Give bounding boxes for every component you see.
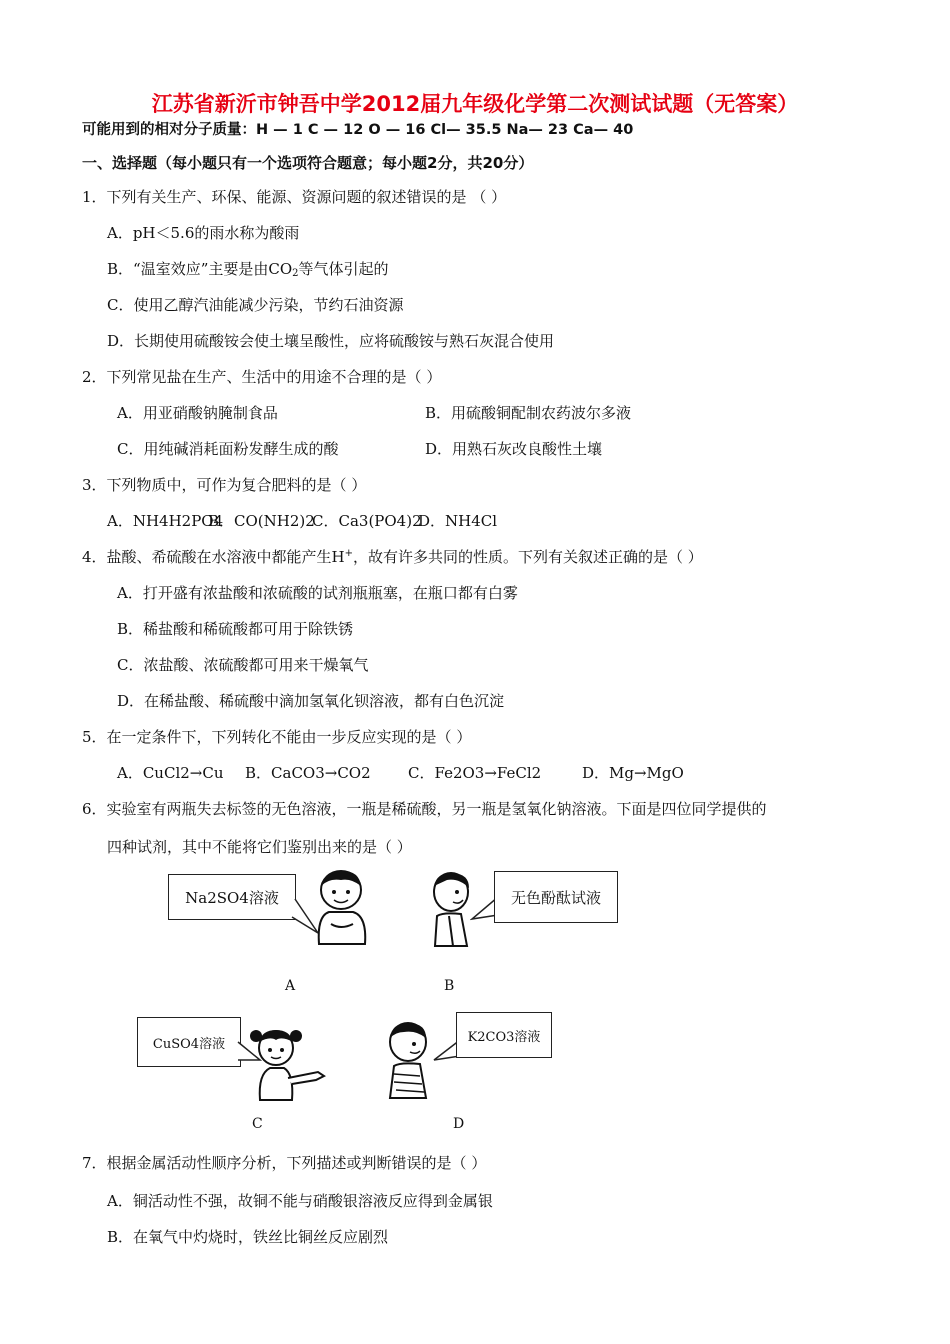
speech-bubble-c: CuSO4溶液 bbox=[137, 1017, 241, 1067]
question-5-option-c: C．Fe2O3→FeCl2 bbox=[408, 764, 542, 782]
question-7-option-a: A．铜活动性不强，故铜不能与硝酸银溶液反应得到金属银 bbox=[107, 1192, 493, 1210]
question-4-stem: 4．盐酸、希硫酸在水溶液中都能产生H+，故有许多共同的性质。下列有关叙述正确的是（ ） bbox=[82, 548, 703, 566]
question-2-option-c: C．用纯碱消耗面粉发酵生成的酸 bbox=[117, 440, 339, 458]
question-7-option-b: B．在氧气中灼烧时，铁丝比铜丝反应剧烈 bbox=[107, 1228, 389, 1246]
question-5-stem: 5．在一定条件下，下列转化不能由一步反应实现的是（ ） bbox=[82, 728, 472, 746]
question-6-stem-continued: 四种试剂，其中不能将它们鉴别出来的是（ ） bbox=[107, 838, 412, 856]
student-a-icon bbox=[305, 868, 375, 946]
figure-label-b: B bbox=[444, 978, 455, 994]
question-7-stem: 7．根据金属活动性顺序分析，下列描述或判断错误的是（ ） bbox=[82, 1154, 487, 1172]
figure-label-d: D bbox=[453, 1116, 465, 1132]
question-4-option-c: C．浓盐酸、浓硫酸都可用来干燥氧气 bbox=[117, 656, 369, 674]
question-2-option-a: A．用亚硝酸钠腌制食品 bbox=[117, 404, 278, 422]
question-1-stem: 1．下列有关生产、环保、能源、资源问题的叙述错误的是 （ ） bbox=[82, 188, 507, 206]
relative-masses: 可能用到的相对分子质量：H — 1 C — 12 O — 16 Cl— 35.5 Na— 23 Ca— 40 bbox=[82, 122, 634, 138]
section-heading: 一、选择题（每小题只有一个选项符合题意；每小题2分，共20分） bbox=[82, 154, 534, 172]
question-1-option-b: B．“温室效应”主要是由$CO_2$等气体引起的 bbox=[107, 260, 389, 279]
page-title: 江苏省新沂市钟吾中学2012届九年级化学第二次测试试题（无答案） bbox=[151, 92, 799, 116]
question-3-option-c: C．Ca3(PO4)2 bbox=[312, 512, 422, 530]
figure-label-a: A bbox=[285, 978, 296, 994]
question-3-option-b: B．CO(NH2)2 bbox=[208, 512, 315, 530]
question-5-option-d: D．Mg→MgO bbox=[582, 764, 684, 782]
question-3-option-d: D．NH4Cl bbox=[418, 512, 498, 530]
question-1-option-a: A．pH＜5.6的雨水称为酸雨 bbox=[107, 224, 300, 242]
question-2-option-d: D．用熟石灰改良酸性土壤 bbox=[425, 440, 603, 458]
question-5-option-a: A．CuCl2→Cu bbox=[117, 764, 224, 782]
question-3-stem: 3．下列物质中，可作为复合肥料的是（ ） bbox=[82, 476, 367, 494]
figure-label-c: C bbox=[252, 1116, 263, 1132]
question-1-option-c: C．使用乙醇汽油能减少污染，节约石油资源 bbox=[107, 296, 404, 314]
question-3-option-a: A．NH4H2PO4 bbox=[107, 512, 224, 530]
speech-bubble-d: K2CO3溶液 bbox=[456, 1012, 552, 1058]
student-c-icon bbox=[248, 1026, 328, 1102]
question-4-option-d: D．在稀盐酸、稀硫酸中滴加氢氧化钡溶液，都有白色沉淀 bbox=[117, 692, 505, 710]
question-2-option-b: B．用硫酸铜配制农药波尔多液 bbox=[425, 404, 632, 422]
question-4-option-b: B．稀盐酸和稀硫酸都可用于除铁锈 bbox=[117, 620, 354, 638]
question-6-stem: 6．实验室有两瓶失去标签的无色溶液，一瓶是稀硫酸，另一瓶是氢氧化钠溶液。下面是四位同学提供的 bbox=[82, 800, 767, 818]
question-4-option-a: A．打开盛有浓盐酸和浓硫酸的试剂瓶瓶塞，在瓶口都有白雾 bbox=[117, 584, 518, 602]
speech-bubble-b: 无色酚酞试液 bbox=[494, 871, 618, 923]
question-2-stem: 2．下列常见盐在生产、生活中的用途不合理的是（ ） bbox=[82, 368, 442, 386]
question-1-option-d: D．长期使用硫酸铵会使土壤呈酸性，应将硫酸铵与熟石灰混合使用 bbox=[107, 332, 555, 350]
question-5-option-b: B．CaCO3→CO2 bbox=[245, 764, 371, 782]
speech-bubble-a: Na2SO4溶液 bbox=[168, 874, 296, 920]
